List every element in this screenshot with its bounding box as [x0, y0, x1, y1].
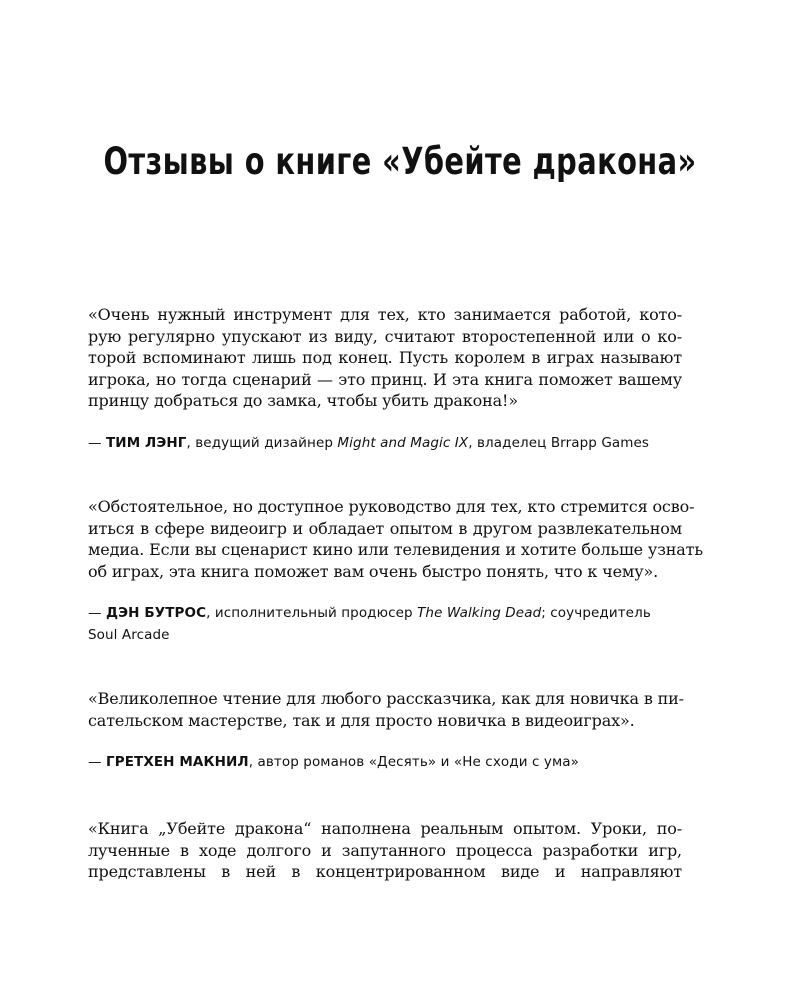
reviewer-role: , исполнительный продюсер [206, 605, 418, 621]
reviewer-work-title: The Walking Dead [417, 605, 542, 621]
reviewer-role-tail: ; соучредитель [541, 605, 651, 621]
review-gretchen-mcneil [88, 688, 682, 773]
review-quote [88, 496, 703, 582]
review-quote [88, 688, 682, 731]
reviewer-name: ГРЕТХЕН МАКНИЛ [106, 754, 249, 770]
quote-line: медиа. Если вы сценарист кино или телевидения и хотите больше узнать [88, 540, 703, 559]
review-attribution [88, 432, 682, 454]
review-dan-boutros [88, 496, 703, 646]
reviewer-role: , автор романов «Десять» и «Не сходи с ума» [248, 754, 579, 770]
quote-line: представлены в ней в концентрированном виде и направляют [88, 862, 682, 881]
review-quote [88, 818, 682, 883]
quote-line: лученные в ходе долгого и запутанного процесса разработки игр, [88, 840, 682, 860]
attribution-dash: — [88, 605, 106, 621]
review-quote [88, 304, 682, 412]
quote-line: рую регулярно упускают из виду, считают второстепенной или о ко- [88, 326, 682, 346]
quote-line: иться в сфере видеоигр и обладает опытом в другом развлекательном [88, 518, 682, 538]
attribution-dash: — [88, 754, 106, 770]
quote-line: «Обстоятельное, но доступное руководство для тех, кто стремится осво- [88, 497, 695, 516]
quote-line: торой вспоминают лишь под конец. Пусть королем в играх называют [88, 348, 682, 367]
reviewer-work-title: Might and Magic IX [337, 434, 469, 451]
quote-line: «Очень нужный инструмент для тех, кто занимается работой, кото- [88, 305, 682, 324]
attribution-dash: — [88, 434, 106, 451]
reviewer-company: Soul Arcade [88, 627, 170, 643]
review-kill-the-dragon [88, 818, 682, 883]
quote-line: принцу добраться до замка, чтобы убить дракона!» [88, 391, 518, 410]
reviewer-role: , ведущий дизайнер [186, 434, 338, 451]
quote-line: «Книга „Убейте дракона“ наполнена реальным опытом. Уроки, по- [88, 819, 682, 838]
quote-line: «Великолепное чтение для любого рассказчика, как для новичка в пи- [88, 689, 684, 708]
reviewer-name: ДЭН БУТРОС [106, 605, 207, 621]
quote-line: игрока, но тогда сценарий — это принц. И эта книга поможет вашему [88, 369, 682, 389]
review-attribution [88, 602, 682, 646]
reviewer-name: ТИМ ЛЭНГ [106, 434, 187, 451]
quote-line: об играх, эта книга поможет вам очень быстро понять, что к чему». [88, 561, 659, 581]
review-tim-lang [88, 304, 682, 454]
review-attribution [88, 751, 682, 773]
page-title: Отзывы о книге «Убейте дракона» [103, 140, 697, 183]
quote-line: сательском мастерстве, так и для просто новичка в видеоиграх». [88, 710, 635, 730]
reviewer-role-tail: , владелец Brrapp Games [468, 434, 650, 451]
